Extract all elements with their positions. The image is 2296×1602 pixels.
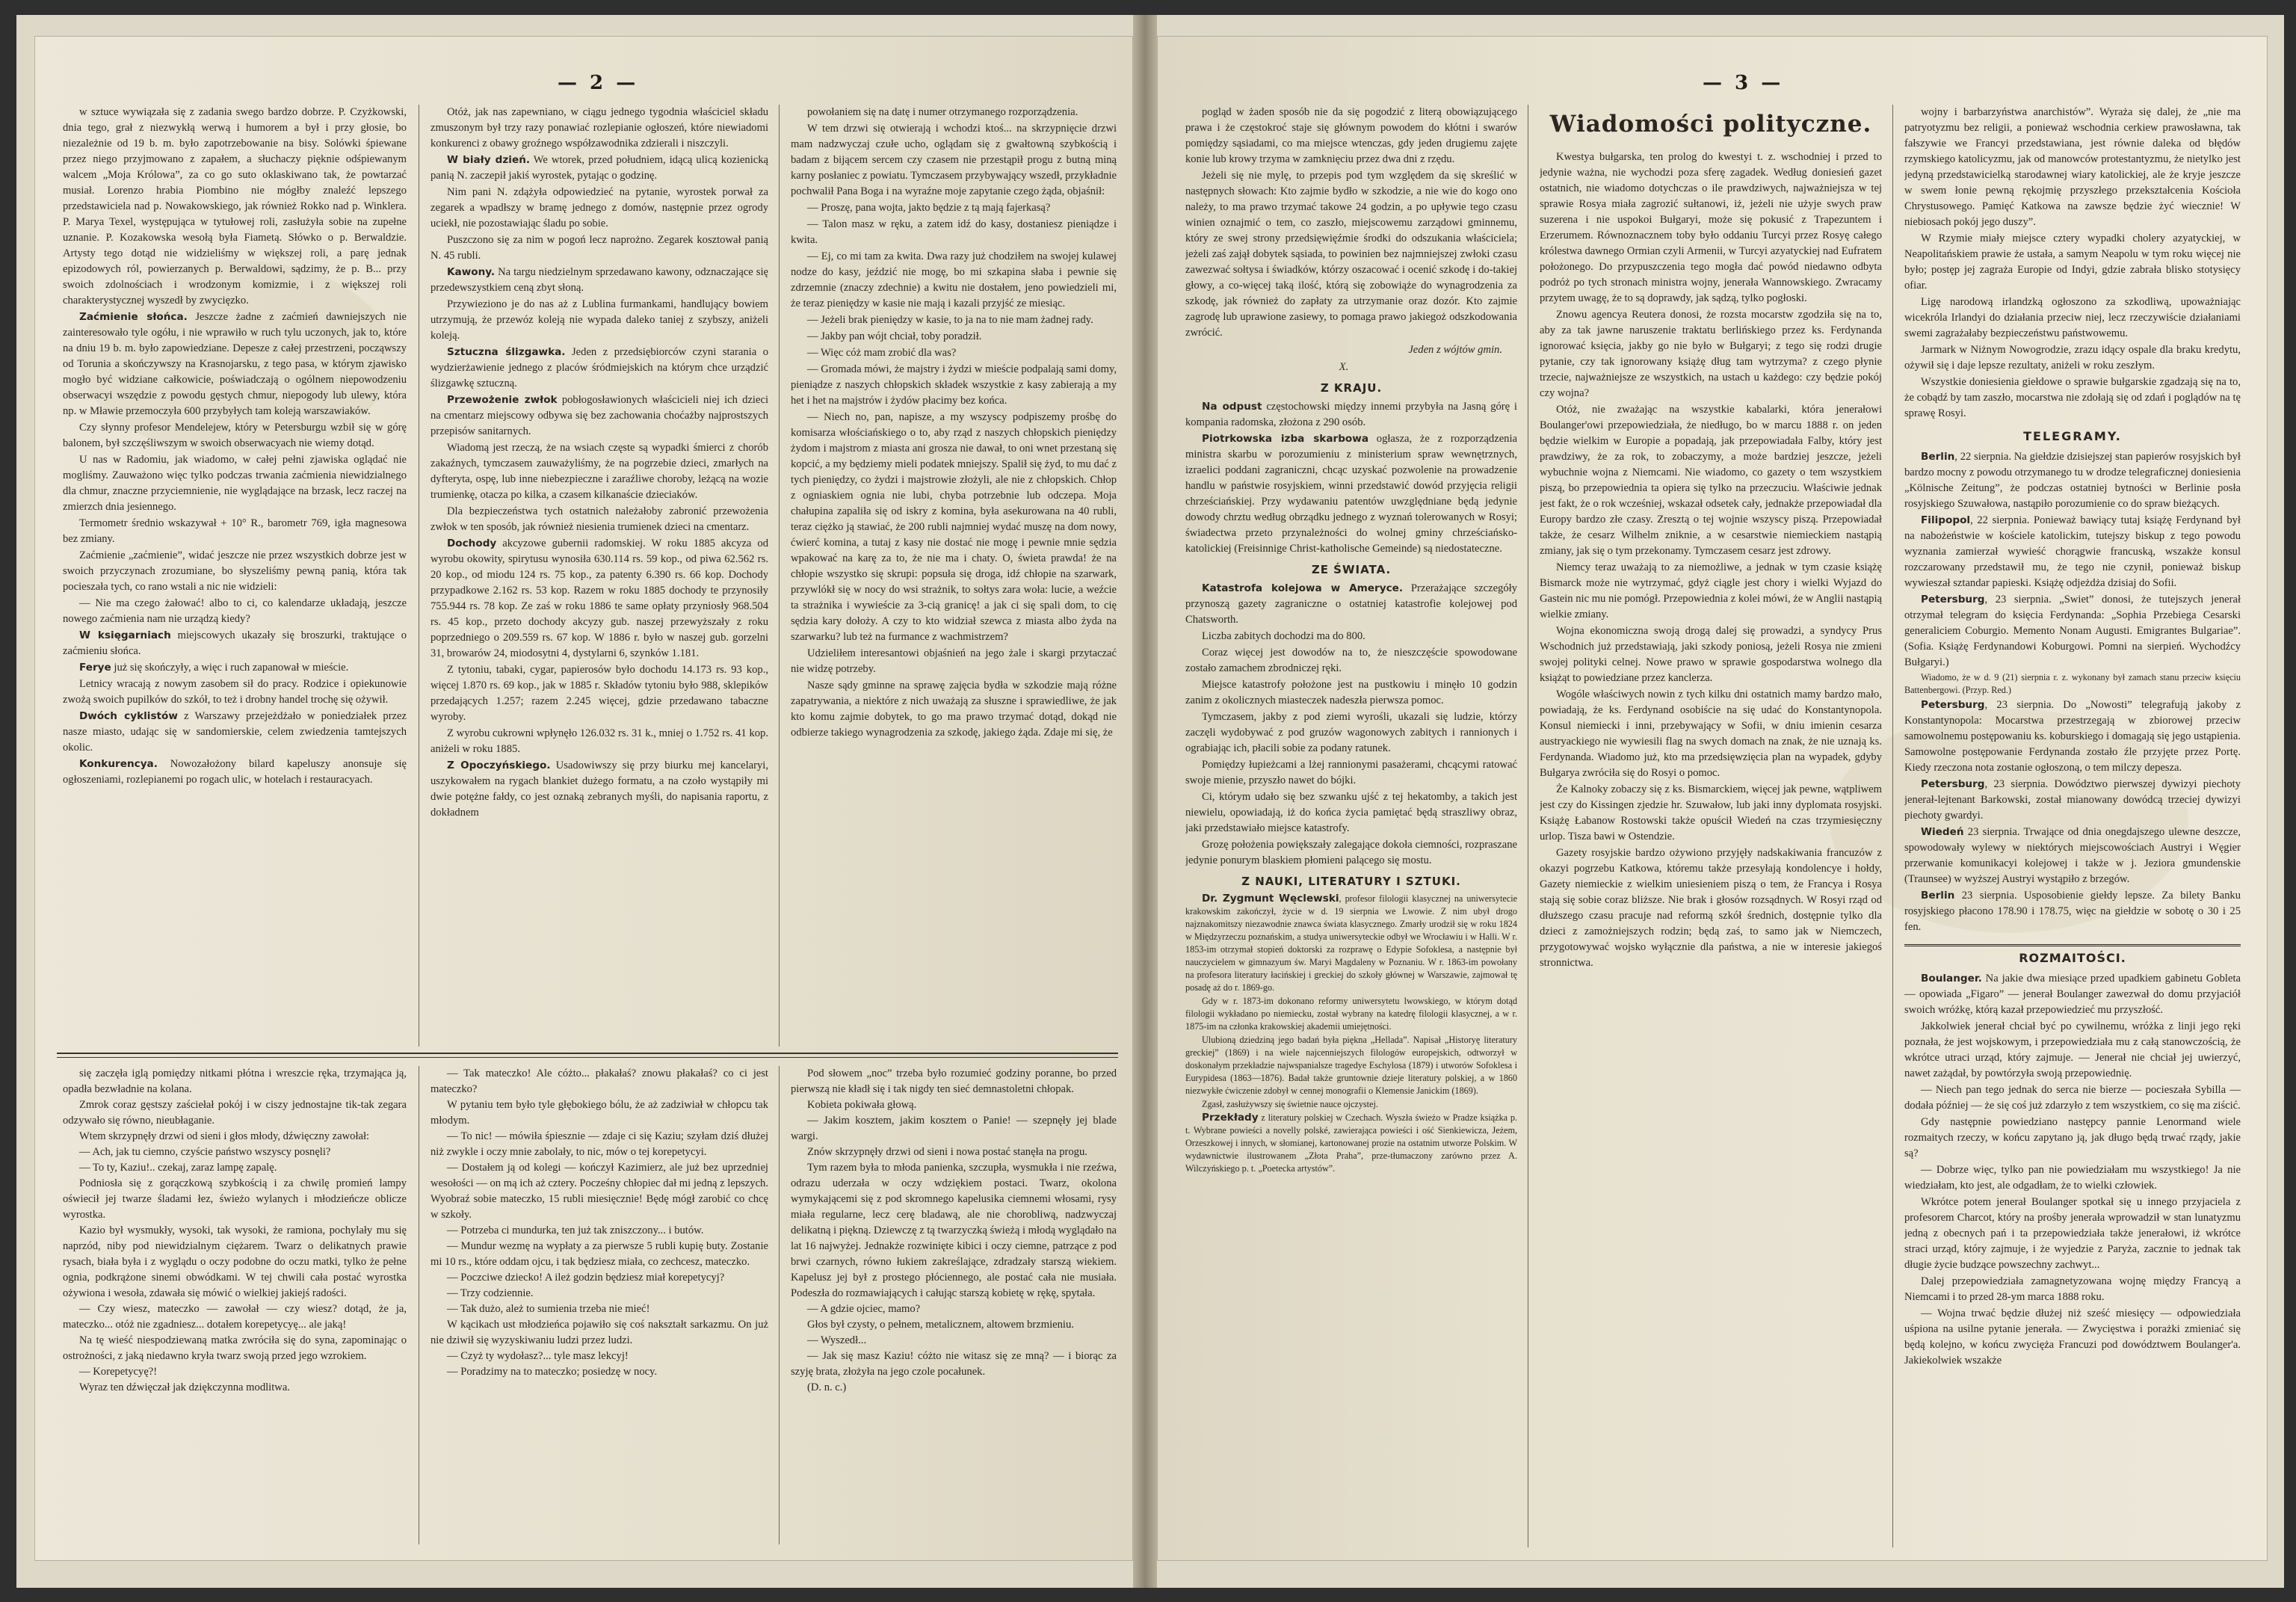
column-right-3 [1904, 105, 2241, 1555]
feuilleton-paragraph: — A gdzie ojciec, mamo? [807, 1303, 921, 1315]
article-lead: Petersburg [1921, 594, 1985, 606]
article-paragraph [1185, 1112, 1517, 1175]
article-body: , 22 sierpnia. Ponieważ bawiący tutaj książę Ferdynand był na nabożeństwie w kościele katolickim, tutejszy biskup z tego powodu wyznania zamierzał wywieść chorągwie francuską, wszakże konsul rozczarowany przedstawił mu, że tego nie czynił, ponieważ biskup wywieszał sztandar papieski. Książę odjeżdża dzisiaj do Sofii. [1904, 514, 2241, 589]
article-paragraph: Pomiędzy łupieżcami a lżej rannionymi pasażerami, chcącymi ratować swoje mienie, przyszło nawet do bójki. [1185, 759, 1517, 786]
article-paragraph: — Jakby pan wójt chciał, toby poradził. [807, 330, 982, 342]
article-paragraph: Zaćmienie „zaćmienie”, widać jeszcze nie przez wszystkich dobrze jest w swoich przyczynach zrozumiane, bo słyszeliśmy pewną panią, która tak pocieszała tych, co rano wstali a nic nie widzieli: [63, 549, 407, 593]
article-paragraph: Niemcy teraz uważają to za niemożliwe, a jednak w tym czasie książę Bismarck może nie wytrzymać, gdyż ciągle jest chory i wielki Wyjazd do Gastein nic mu nie pomógł. Przepowiednia z kolei mówi, że w Anglii nastąpią wielkie zmiany. [1540, 561, 1882, 620]
article-body: Jeszcze żadne z zaćmień dawniejszych nie zainteresowało tyle ogółu, i nie wprawiło w ruch tylu uczonych, jak to, które na dniu 19 b. m. było zapowiedziane. Depesze z całej przestrzeni, począwszy od Torunia a skończywszy na Krasnojarsku, z tego pasa, w którym zjawisko mogło być widziane całkowicie, poświadczają o ogólnem niepowodzeniu obserwacyi wszędzie z powodu gęstych chmur, niepogody lub ulewy, która np. w Mławie przemoczyła 600 przybyłych tam koleją warszawiaków. [63, 311, 407, 417]
feuilleton-paragraph: W kącikach ust młodzieńca pojawiło się coś nakształt sarkazmu. On już nie dziwił się wyzyskiwaniu ludzi przez ludzi. [430, 1319, 768, 1346]
article-paragraph: Tymczasem, jakby z pod ziemi wyrośli, ukazali się ludzie, którzy zaczęli wydobywać z pod gruzów wagonowych zabitych i rannionych i ograbiając ich, płacili sobie za podany ratunek. [1185, 711, 1517, 754]
article-lead: Z Opoczyńskiego. [447, 760, 551, 771]
section-heading-ze-swiata: ZE ŚWIATA. [1311, 563, 1392, 576]
article-body: ogłasza, że z rozporządzenia ministra skarbu w porozumieniu z ministerium spraw wewnętrznych, izraelici poddani zagraniczni, chcąc uzyskać pozwolenie na prowadzenie handlu w państwie rosyjskiem, winni przedstawić dowód przyjęcia religii chrześciańskiej. Przy wydawaniu patentów uwzględniane będą jedynie dowody chrztu według obrządku jednego z wyznań tolerowanych w Rosyi; świadectwa przeto przynależności do wolnej gminy chrześciańsko-katolickiej (Freisinnige Christ-katholische Gemeinde) są niedostateczne. [1185, 433, 1517, 555]
column-divider [779, 1066, 780, 1544]
page-left [34, 36, 1133, 1561]
article-paragraph: Kwestya bułgarska, ten prolog do kwestyi t. z. wschodniej i przed to jedynie ważna, nie wychodzi poza sferę zagadek. Według doniesień gazet ostatnich, nie wiadomo dotychczas o ile prawdziwych, najważniejsza w tej sprawie Rosya miała zagrozić sułtanowi, iż, jeżeli nie użyje swych praw suzerena i nie uspokoi Bułgaryi, może się pokusić z Trapezuntem i Erzerumem. Równoznacznem toby było oddaniu Turcyi przez Rosyę całego królestwa dawnego Ormian czyli Armenii, w Turcyi azyatyckiej nad Eufratem położonego. Do przypuszczenia tego mogła dać powód niedawno odbyta podróż po tych stronach ministra wojny, jenerała Wannowskiego. Zwracamy przytem uwagę, że to są doprawdy, jak sądzą, tylko pogłoski. [1540, 151, 1882, 304]
feuilleton-paragraph: — Wyszedł... [807, 1334, 867, 1346]
section-heading-wiadomosci-polityczne: Wiadomości polityczne. [1549, 111, 1872, 138]
feuilleton-rule [57, 1053, 1118, 1054]
page-number-right: — 3 — [1703, 72, 1784, 94]
article-paragraph [1185, 399, 1517, 431]
article-paragraph: Przywieziono je do nas aż z Lublina furmankami, handlujący bowiem utrzymują, że przewóz koleją nie wypada daleko taniej z szybszy, aniżeli koleją. [430, 298, 768, 342]
article-body: 23 sierpnia. Trwające od dnia onegdajszego ulewne deszcze, spowodowały wylewy w niektórych miejscowościach Austryi i Węgier przerwanie komunikacyi kolejowej i także w j. Jeziora gmundenskie (Traunsee) w wyższej Austryi wystąpiło z brzegów. [1904, 826, 2241, 885]
article-body: , profesor filologii klasycznej na uniwersytecie krakowskim zakończył, życie w d. 19 sierpnia we Lwowie. Z nim ubył drogo najznakomitszy niezawodnie znawca świata klasycznego. Zmarły urodził się w roku 1824 w Międzyrzeczu poznańskim, a studya uniwersyteckie odbył we Wrocławiu i w Halli. W r. 1853-im otrzymał stopień doktorski za rozprawę o Edypie Sofoklesa, a następnie był nauczycielem w gimnazyum św. Maryi Magdaleny w Poznaniu. W r. 1863-im powołany na profesora literatury łacińskiej i greckiej do szkoły głównej w Warszawie, zajmował tę posadę aż do r. 1869-go. [1185, 893, 1517, 993]
page-number-left: — 2 — [558, 72, 639, 94]
column-left-3 [791, 105, 1117, 1039]
article-body: , 22 sierpnia. Na giełdzie dzisiejszej stan papierów rosyjskich był bardzo mocny z powodu otrzymanego tu w drodze telegraficznej doniesienia „Kölnische Zeitung”, że podczas ostatniej bytności w Berlinie posła rosyjskiego Szuwałowa, nastąpiło porozumienie co do spraw bieżących. [1904, 451, 2241, 510]
article-paragraph: Ligę narodową irlandzką ogłoszono za szkodliwą, upoważniając wicekróla Irlandyi do działania przeciw niej, lecz rzeczywiście działaniami swemi zagrażałaby bezpieczeństwu państwowemu. [1904, 296, 2241, 339]
article-paragraph: wojny i barbarzyństwa anarchistów”. Wyraża się dalej, że „nie ma patryotyzmu bez religii, a ponieważ wschodnia cerkiew prawosławna, tak fałszywie we Francyi przedstawiana, jest równie daleka od błędów rzymskiego katolicyzmu, jak od manowców protestantyzmu, że nietylko jest jedyną przedstawicielką starodawnej wiary katolickiej, ale że kryje jeszcze w swem łonie pewną rękojmię przyszłego przekształcenia Kościoła Chrystusowego. Pamięć Katkowa na zawsze będzie żyć wiecznie! W niebiosach pokój jego duszy”. [1904, 106, 2241, 228]
page-right [1157, 36, 2268, 1561]
article-lead: Na odpust [1202, 401, 1262, 413]
article-paragraph: Coraz więcej jest dowodów na to, że nieszczęście spowodowane zostało zamachem zbrodniczej ręki. [1185, 647, 1517, 674]
article-lead: Petersburg [1921, 778, 1985, 790]
article-paragraph: Znowu agencya Reutera donosi, że rozsta mocarstw zgodziła się na to, aby za tak jawne naruszenie traktatu berlińskiego przez ks. Ferdynanda ignorować księcia, jakby go nie było w Bułgaryi; z tego się rodzi drugie pytanie, czy tak ignorowany książę dług tam wytrzyma? z czego płynie trzecie, najważniejsze ze wszystkich, na ustach u każdego: czy będzie pokój czy wojna? [1540, 309, 1882, 399]
feuilleton-paragraph: Tym razem była to młoda panienka, szczupła, wysmukła i nie rzeźwa, odrazu uderzała w oczy wdziękiem postaci. Twarz, okolona wymykającemi się z pod skromnego kapelusika ciemnemi włosami, rysy miała regularne, lecz cerę bladawą, ale nie chorobliwą, nadzwyczaj delikatną i piękną. Dziewczę z tą twarzyczką świeżą i młodą wyglądało na lat 16 najwyżej. Jednakże rozwinięte kibici i oczy ciemne, patrzące z pod brwi czarnych, równo łukiem zakreślające, zdradzały starszą wiekiem. Kapelusz jej był z prostego płóciennego, ale postać cała nie musiała. Podeszła do rozmawiających i całując starszą kobietę w rękę, spytała. [791, 1162, 1117, 1299]
feuilleton-paragraph: — Dostałem ją od kolegi — kończył Kazimierz, ale już bez uprzedniej wesołości — on mą ich aż cztery. Pocześny chłopiec dał mi jedną z lepszych. Wyobraź sobie mateczko, 15 rubli miesięcznie! Będę mógł zarobić co chcę w szkoły. [430, 1162, 768, 1221]
article-paragraph: Liczba zabitych dochodzi ma do 800. [1202, 630, 1365, 642]
article-paragraph: Wojna ekonomiczna swoją drogą dalej się prowadzi, a syndycy Prus Wschodnich już przedstawiają, jaki szkody poniosą, jeżeli Rosya nie zmieni swojej polityki celnej. Nowe prawo w sprawie gospodarstwa wolnego dla książąt to powiedziane przez kanclerza. [1540, 625, 1882, 684]
feuilleton-paragraph: Znów skrzypnęły drzwi od sieni i nowa postać stanęła na progu. [807, 1146, 1087, 1158]
article-lead: Katastrofa kolejowa w Ameryce. [1202, 582, 1404, 594]
article-paragraph: Nim pani N. zdążyła odpowiedzieć na pytanie, wyrostek porwał za zegarek a wpadłszy w bramę jednego z domów, następnie przez ogrody uciekł, nie pozostawiając śladu po sobie. [430, 186, 768, 229]
feuilleton-paragraph: Na tę wieść niespodziewaną matka zwróciła się do syna, zapominając o ostrożności, z jaką niedawno kryła twarz swoją przed jego wzrokiem. [63, 1334, 407, 1362]
article-paragraph: Jakkolwiek jenerał chciał być po cywilnemu, wróżka z linji jego ręki poznała, że jest wojskowym, i przepowiedziała mu z całą stanowczością, że wkrótce utraci urząd, który zajmuje. — Jenerał nie chciał jej uwierzyć, nawet zażądał, by powtórzyła swoją przepowiednię. [1904, 1020, 2241, 1079]
article-paragraph: — Więc cóż mam zrobić dla was? [807, 347, 957, 359]
article-paragraph [1904, 888, 2241, 935]
article-lead: Piotrkowska izba skarbowa [1202, 433, 1369, 445]
article-lead: Berlin [1921, 451, 1955, 463]
article-paragraph: W tem drzwi się otwierają i wchodzi ktoś... na skrzypnięcie drzwi mam nadzwyczaj czułe ucho, oglądam się z gwałtowną szybkością i badam z bijącem sercem czy czasem nie przestąpił progu z butną miną karny posłaniec z powiatu. Tymczasem przybywający wszedł, przykładnie pochwalił Pana Boga i na wyraźne moje zapytanie czego żąda, objaśnił: [791, 123, 1117, 197]
article-paragraph: Termometr średnio wskazywał + 10° R., barometr 769, igła magnesowa bez zmiany. [63, 517, 407, 545]
article-paragraph: Wogóle właściwych nowin z tych kilku dni ostatnich mamy bardzo mało, powiadają, że ks. Ferdynand osobiście na się udać do Konstantynopola. Konsul niemiecki i inni, przebywający w Sofii, w dniu imienin cesarza austryackiego nie wywiesili flag na swych domach na znak, że nie uznają ks. Ferdynanda. Wiadomo już, kto ma przedsięwzięcia plan na wypadek, gdyby Bułgarya zwróciła się do Rosyi o pomoc. [1540, 688, 1882, 779]
section-heading-rozmaitosci: ROZMAITOŚCI. [1904, 944, 2241, 965]
article-paragraph: Miejsce katastrofy położone jest na pustkowiu i minęło 10 godzin zanim z okolicznych miasteczek nadeszła pierwsza pomoc. [1185, 679, 1517, 706]
article-paragraph: — Niech no, pan, napisze, a my wszyscy podpiszemy prośbę do komisarza włościańskiego o to, aby rząd z naszych chłopskich pieniędzy żydom i majstrom z miasta ani grosza nie dawał, to oni wnet przestaną się kopcić, a my będziemy mieli podatek mniejszy. Spalił się żyd, to mu dać z tych pieniędzy, co żydzi i majstrowie złożyli, ale nie z chłopskich. Chłop z ogniaskiem ognia nie lubi, chyba potrzebnie lub odczepa. Moja chałupina zapaliła się od iskry z komina, była asekurowana na 40 rubli, teraz ciężko ją stawiać, że 200 rubli najmniej wydać muszę na dom nowy, ćwierć komina, a tutaj z kasy nie dostać nie mogę i pewnie mnie sędzia wpakować na karę za to, że nie ma i chaty. O, świeta prawda! że na chłopie wszystko się skrupi: popsuła się droga, idź chłopie na szarwark, przywlókł się w nocy do wsi strażnik, to sołtys zara woła: lucie, a weźcie ta strażnika i wywieście za 3-cią granicę! a jak ci się spali dom, to cię sędzia kary dołoży. A czy to kto widział szewca z miasta albo żyda na szarwarku? lub też na furmance z wachmistrzem? [791, 411, 1117, 643]
article-paragraph: U nas w Radomiu, jak wiadomo, w całej pełni zjawiska oglądać nie mogliśmy. Zauważono więc tylko podczas trwania zaćmienia niewidzialnego dla chmur, znaczne przyciemnienie, nie wyglądające na brzask, lecz raczej na zmierzch dnia jesiennego. [63, 454, 407, 513]
column-divider [779, 105, 780, 1047]
article-paragraph: Gdy następnie powiedziano następcy pannie Lenormand wiele rozmaitych rzeczy, w końcu zapytano ją, jak długo będą trwać rządy, jakie są? [1904, 1116, 2241, 1159]
feuilleton-paragraph: Pod słowem „noc” trzeba było rozumieć godziny poranne, bo przed pierwszą nie kładł się i tak nigdy ten sieć demnastoletni chłopak. [791, 1068, 1117, 1095]
article-paragraph: Że Kalnoky zobaczy się z ks. Bismarckiem, więcej jak pewne, wątpliwem jest czy do Kissingen zjedzie hr. Szuwałow, lub jaki inny dyplomata rosyjski. Książę Łabanow Rostowski także opuścił Wiedeń na czas trzymiesięczny urlop. Tisza bawi w Ostendzie. [1540, 783, 1882, 842]
article-body: 23 sierpnia. Usposobienie giełdy lepsze. Za bilety Banku rosyjskiego płacono 178.90 i 178.75, więc na giełdzie w sobotę o 30 i 25 fen. [1904, 890, 2241, 933]
article-paragraph [430, 265, 768, 296]
newspaper-spread [16, 15, 2284, 1588]
article-lead: Wiedeń [1921, 826, 1964, 838]
article-paragraph [1185, 581, 1517, 628]
article-body: częstochowski między innemi przybyła na Jasną górę i kompania radomska, złożona z 290 osób. [1185, 401, 1517, 428]
feuilleton-paragraph: — Poradzimy na to mateczko; posiedzę w nocy. [447, 1366, 658, 1378]
article-body: Na targu niedzielnym sprzedawano kawony, odznaczające się przedewszystkiem ceną zbyt słoną. [430, 266, 768, 294]
article-paragraph: Gazety rosyjskie bardzo ożywiono przyjęły nadskakiwania francuzów z okazyi pogrzebu Katkowa, któremu także przesyłają kondolencye i hołdy, Gazety niemieckie z wielkim uniesieniem piszą o tem, że Francya i Rosya stają się sobie coraz bliższe. Nie brak i głosów rozsądnych. W Rosyi rząd od dłuższego czasu pracuje nad reformą szkół średnich, dostępnie tylko dla dzieci z zamożniejszych rodzin; będą zaś, to samo jak w Niemczech, przygotowywać wojsko wyłącznie dla państwa, a nie w interesie jakiegoś stronnictwa. [1540, 847, 1882, 969]
feuilleton-paragraph: — Czy wiesz, mateczko — zawołał — czy wiesz? dotąd, że ja, mateczko... otóż nie zgadniesz... dotałem korepetycyę... ale jaką! [63, 1303, 407, 1331]
feuilleton-column-2 [430, 1066, 768, 1544]
article-paragraph: Grozę położenia powiększały zalegające dokoła ciemności, rozpraszane jedynie ponurym blaskiem płomieni palącego się mostu. [1185, 839, 1517, 866]
article-paragraph: — Proszę, pana wojta, jakto będzie z tą mają fajerkasą? [807, 202, 1051, 214]
article-paragraph: Otóż, jak nas zapewniano, w ciągu jednego tygodnia właściciel składu zmuszonym był trzy razy ponawiać rozlepianie ogłoszeń, które niewiadomi konkurenci z obawy groźnego współzawodnika zdzierali i niszczyli. [430, 106, 768, 150]
article-paragraph [1904, 777, 2241, 824]
article-paragraph [63, 757, 407, 788]
article-paragraph [430, 153, 768, 184]
feuilleton-paragraph: — Czyż ty wydołasz?... tyle masz lekcyj! [447, 1350, 629, 1362]
book-gutter [1133, 15, 1157, 1588]
feuilleton-paragraph: — Jakim kosztem, jakim kosztem o Panie! — szepnęły jej blade wargi. [791, 1115, 1117, 1142]
article-paragraph [1904, 513, 2241, 591]
article-paragraph: Puszczono się za nim w pogoń lecz naprożno. Zegarek kosztował panią N. 45 rubli. [430, 234, 768, 262]
article-paragraph: w sztuce wywiązała się z zadania swego bardzo dobrze. P. Czyżkowski, dnia tego, grał z niezwykłą werwą i humorem a był i przy głosie, bo niezależnie od 19 b. m. było zapotrzebowanie na bisy. Solówki śpiewane przez niego przyjmowano z zapałem, a słuchaczy pięknie odśpiewanym walcem „Moja Królowa”, za co go suto oklaskiwano tak, że powtarzać musiał. Lorenzo hrabia Piombino nie mógłby znaleźć lepszego przedstawiciela nad p. Nowakowskiego, jak również Rokko nad p. Winklera. P. Marya Texel, występująca w tytułowej roli, zasłużyła sobie na zupełne uznanie. P. Kozakowska wesołą była Fiametą. Słówko o p. Berwaldzie. Artysty tego dotąd nie widzieliśmy w większej roli, a parę jednak epizodowych ról, powierzanych p. Berwaldowi, sądzimy, że p. B... przy swoich zdolnościach i wrodzonym komizmie, i z większej roli charakterystycznej wyszedł by zwycięzko. [63, 106, 407, 306]
article-lead: Berlin [1921, 890, 1955, 902]
article-body: już się skończyły, a więc i ruch zapanował w mieście. [111, 662, 349, 674]
article-paragraph: pogląd w żaden sposób nie da się pogodzić z literą obowiązującego prawa i że częstokroć staje się głównym powodem do kłótni i swarów pomiędzy sąsiadami, co ma miejsce wtenczas, gdy jeden drugiemu zajęte konie lub krowy trzyma w zamknięciu przez dwa dni z rzędu. [1185, 106, 1517, 165]
article-paragraph [430, 758, 768, 821]
article-paragraph [63, 709, 407, 756]
article-paragraph: Wkrótce potem jenerał Boulanger spotkał się u innego przyjaciela z profesorem Charcot, który na prośby jenerała wprowadził w stan lunatyzmu jedną z obecnych pań i ta przepowiedziała także jenerałowi, iż wkrótce straci urząd, który zajmuje, i że wyjedzie z Paryża, zacznie to jednak tak długie życie budzące powszechny zachwyt... [1904, 1196, 2241, 1271]
feuilleton-paragraph: Podniosła się z gorączkową szybkością i za chwilę promień lampy oświecił jej twarze śladami łez, świeżo wylanych i młodzieńcze oblicze wyrostka. [63, 1177, 407, 1221]
article-body: z literatury polskiej w Czechach. Wyszła świeżo w Pradze książka p. t. Wybrane powieści a novelly polské, zawierająca powieści i ość Sienkiewicza, Jeżem, Orzeszkowej i innych, w słomianej, kartonowanej prozie na ostatnim utworze Polskim. W wydawnictwie ilustrowanem „Złota Praha”, prze-tłumaczony zarówno przez A. Wilczyńskiego p. t. „Poetecka artystów”. [1185, 1112, 1517, 1174]
article-lead: Filipopol [1921, 514, 1971, 526]
feuilleton-paragraph: — Ach, jak tu ciemno, czyście państwo wszyscy posnęli? [79, 1146, 331, 1158]
section-heading-z-kraju: Z KRAJU. [1320, 381, 1383, 395]
feuilleton-paragraph: — Poczciwe dziecko! A ileż godzin będziesz miał korepetycyj? [447, 1272, 725, 1284]
article-body: Na jakie dwa miesiące przed upadkiem gabinetu Gobleta — opowiada „Figaro” — jenerał Boulanger zawezwał do domu przyjaciół swoich wróżkę, którą kazał przepowiedzieć mu przyszłość. [1904, 973, 2241, 1016]
feuilleton-column-1 [63, 1066, 407, 1544]
article-body: miejscowych ukazały się broszurki, traktujące o zaćmieniu słońca. [63, 629, 407, 657]
article-paragraph [430, 536, 768, 662]
article-paragraph: Jarmark w Niżnym Nowogrodzie, zrazu idący ospale dla braku kredytu, ożywił się i daje lepsze rezultaty, aniżeli w roku zeszłym. [1904, 344, 2241, 372]
article-paragraph: Jeżeli się nie mylę, to przepis pod tym względem da się skreślić w następnych słowach: Kto zajmie bydło w szkodzie, a nie wie do kogo ono należy, to ma prawo trzymać takowe 24 godzin, a po upływie tego czasu winien oznajmić o tem, co zaszło, miejscowemu zarządowi gminnemu, który ze swej strony przedsięwięźmie środki do odszukania właściciela; jeżeli zaś zajął dobytek sąsiada, to powinien bez najmniejszej zwłoki czasu zawezwać sołtysa i świadków, którzy oszacować i ocenić szkodę i do-takiej głowy, a co-więcej taką ilość, którą się zobowiąże do wynagrodzenia za szkodę, jak również do zapłaty za utrzymanie oraz dozór. Kto zajmie zagrodę lub uprawione zasiewy, to pomaga prawo jakiegoż odszkodowania zwrócić. [1185, 170, 1517, 339]
article-paragraph [63, 628, 407, 659]
article-paragraph: — Gromada mówi, że majstry i żydzi w mieście podpalają sami domy, pieniądze z naszych chłopskich składek wszystkie z kasy zabierają a my het i het na majstrów i żydów płacimy bez końca. [791, 363, 1117, 407]
feuilleton-paragraph: Kobieta pokiwała głową. [807, 1099, 917, 1111]
article-paragraph: Udzieliłem interesantowi objaśnień na jego żale i skargi przytaczać nie widzę potrzeby. [791, 647, 1117, 675]
column-right-1 [1185, 105, 1517, 1555]
article-lead: Sztuczna ślizgawka. [447, 346, 566, 358]
feuilleton-paragraph: (D. n. c.) [807, 1381, 847, 1393]
feuilleton-paragraph: — Mundur wezmę na wypłaty a za pierwsze 5 rubli kupię buty. Zostanie mi 10 rs., które oddam ojcu, i tak będziesz miała, co zechcesz, mateczko. [430, 1240, 768, 1268]
article-paragraph: — Talon masz w ręku, a zatem idź do kasy, dostaniesz pieniądze i kwita. [791, 218, 1117, 246]
feuilleton-paragraph: — Jak się masz Kaziu! cóżto nie witasz się ze mną? — i biorąc za szyję brata, złożyła na jego czole pocałunek. [791, 1350, 1117, 1378]
article-paragraph [430, 392, 768, 440]
article-body: , 23 sierpnia. „Swiet” donosi, że tutejszych jenerał otrzymał telegram do księcia Ferdynanda: „Sophia Przebiega Cesarski generaliciem Coburgio. Memento Nonam Augusti. Emigrantes Bulgariae”. (Sofia. Książę Ferdynandowi Koburgowi. Pomni na sierpień. Wychodźcy Bułgaryi.) [1904, 594, 2241, 668]
article-signature: Jeden z wójtów gmin. [1408, 344, 1502, 356]
article-lead: Dr. Zygmunt Węclewski [1202, 893, 1339, 905]
feuilleton-paragraph: Głos był czysty, o pełnem, metalicznem, altowem brzmieniu. [807, 1319, 1074, 1331]
article-lead: Dwóch cyklistów [79, 710, 178, 722]
article-paragraph: — Jeżeli brak pieniędzy w kasie, to ja na to nie mam żadnej rady. [807, 314, 1093, 326]
feuilleton-paragraph: Wyraz ten dźwięczał jak dziękczynna modlitwa. [79, 1381, 290, 1393]
feuilleton-paragraph: Kazio był wysmukły, wysoki, tak wysoki, że ramiona, pochylały mu się naprzód, niby pod niewidzialnym ciężarem. Twarz o delikatnych prawie rysach, biała była i z wyglądu o oczy podobne do oczu matki, tylko że pełne ognia, podkrążone sinemi obwódkami. W tej chwili cała postać wyrostka ożywiona i wesoła, zdawała się mówić o wielkiej jakiejś radości. [63, 1224, 407, 1299]
feuilleton-paragraph: Wtem skrzypnęły drzwi od sieni i głos młody, dźwięczny zawołał: [79, 1130, 370, 1142]
article-paragraph: Wiadomą jest rzeczą, że na wsiach częste są wypadki śmierci z chorób zakaźnych, tymczasem zauważyliśmy, że na pogrzebie dzieci, zmarłych na dyfteryta, ospę, lub inne niebezpieczne i zaraźliwe choroby, leżącą na wozie trumienkę, otacza po kilka, a czasem kilkanaście dzieciaków. [430, 442, 768, 501]
article-body: Nowozałożony bilard kapeluszy anonsuje się ogłoszeniami, rozlepianemi po rogach ulic, w hotelach i restauracyach. [63, 758, 407, 786]
article-paragraph [1185, 893, 1517, 994]
feuilleton-paragraph: — Potrzeba ci mundurka, ten już tak zniszczony... i butów. [447, 1224, 704, 1236]
column-right-2 [1540, 105, 1882, 1555]
article-paragraph [1904, 825, 2241, 887]
article-signature-mark: X. [1339, 361, 1349, 373]
column-divider [1892, 105, 1893, 1547]
feuilleton-column-3 [791, 1066, 1117, 1544]
feuilleton-rule [57, 1057, 1118, 1058]
article-paragraph: Dalej przepowiedziała zamagnetyzowana wojnę między Francyą a Niemcami i to przed 28-ym marca 1888 roku. [1904, 1275, 2241, 1303]
article-body: Usadowiwszy się przy biurku mej kancelaryi, uszykowałem na rygach blankiet dużego formatu, a na czoło wystąpiły mi dwie potężne fałdy, co jest oznaką zebranych myśli, do napisania raportu, z dokładnem [430, 760, 768, 819]
article-body: akcyzowe gubernii radomskiej. W roku 1885 akcyza od wyrobu okowity, spirytusu wynosiła 630.114 rs. 59 kop., od piwa 62.562 rs. 20 kop., od miodu 124 rs. 75 kop., za patenty 6.390 rs. 66 kop. Dochody przypadkowe 2.162 rs. 53 kop. Razem w roku 1885 dochody te przynosiły 755.944 rs. 78 kop. Ze zaś w roku 1886 te same opłaty przyniosły 968.504 rs. 45 kop., przeto dochody akcyzy gub. naszej przewyższały z roku poprzedniego o 209.559 rs. 67 kop. W 1886 r. było w naszej gub. gorzelni 31, browarów 24, miodosytni 4, dystylarni 6, szynków 1.181. [430, 537, 768, 659]
article-paragraph: W Rzymie miały miejsce cztery wypadki cholery azyatyckiej, w Neapolitańskiem prawie że ustała, a samym Neapolu w tym roku więcej nie było; postęp jej zagraża Europie od Indyi, gdzie zabrała blisko stotysięcy ofiar. [1904, 232, 2241, 292]
article-paragraph [63, 309, 407, 419]
feuilleton-paragraph: W pytaniu tem było tyle głębokiego bólu, że aż zadziwiał w chłopcu tak młodym. [430, 1099, 768, 1127]
feuilleton-paragraph: — Tak dużo, ależ to sumienia trzeba nie mieć! [447, 1303, 650, 1315]
feuilleton-paragraph: — Korepetycyę?! [79, 1366, 158, 1378]
feuilleton-paragraph: — Trzy codziennie. [447, 1287, 534, 1299]
section-heading-telegramy: TELEGRAMY. [2023, 429, 2122, 443]
article-body: Przerażające szczegóły przynoszą gazety zagraniczne o ostatniej katastrofie kolejowej pod Chatsworth. [1185, 582, 1517, 626]
article-paragraph [63, 660, 407, 676]
article-lead: Zaćmienie słońca. [79, 311, 188, 323]
article-lead: Kawony. [447, 266, 496, 278]
article-paragraph: — Dobrze więc, tylko pan nie powiedziałam mu wszystkiego! Ja nie wiedziałam, kto jest, ale odgadłam, że to wielki człowiek. [1904, 1164, 2241, 1192]
article-paragraph: Letnicy wracają z nowym zasobem sił do pracy. Rodzice i opiekunowie zwożą swoich pupilków do szkół, to też i drobny handel trochę się ożywił. [63, 678, 407, 706]
feuilleton-paragraph: — To ty, Kaziu!.. czekaj, zaraz lampę zapalę. [79, 1162, 277, 1174]
article-body: We wtorek, przed południem, idącą ulicą kozienicką panią N. zaczepił jakiś wyrostek, pytając o godzinę. [430, 154, 768, 182]
article-lead: Przekłady [1202, 1112, 1259, 1124]
article-paragraph: Z wyrobu cukrowni wpłynęło 126.032 rs. 31 k., mniej o 1.752 rs. 41 kop. aniżeli w roku 1885. [430, 727, 768, 755]
article-lead: Dochody [447, 537, 497, 549]
feuilleton-paragraph: się zaczęła iglą pomiędzy nitkami płótna i wreszcie ręka, trzymająca ją, opadła bezwładnie na kolana. [63, 1068, 407, 1095]
article-paragraph: Nasze sądy gminne na sprawę zajęcia bydła w szkodzie mają różne zapatrywania, a niektóre z nich uważają za słuszne i sprawiedliwe, że jak kto komu zajmie dobytek, to go ma prawo trzymać dotąd, dokąd nie odbierze takiego wynagrodzenia za szkodę, jakiego żąda. Zdaje mi się, że [791, 680, 1117, 739]
article-lead: W biały dzień. [447, 154, 531, 166]
article-paragraph: Ulubioną dziedziną jego badań była piękna „Hellada”. Napisał „Historyę literatury greckiej” (1869) i na wiele najcenniejszych filologów europejskich, odtworzył w doskonałym przekładzie najwspanialsze tragedye Eschylosa (1879) i utworów Sofoklesa i Eurypidesa (1863—1876). Badał także gruntownie dzieje literatury polskiej, a w 1860 niezwykłe ćwiczenie zdobył w cennej monografii o Klemensie Janickim (1869). [1185, 1035, 1517, 1096]
feuilleton-paragraph: Zmrok coraz gęstszy zaściełał pokój i w ciszy jednostajne tik-tak zegara odzywało się równo, nieubłaganie. [63, 1099, 407, 1127]
article-lead: Przewożenie zwłok [447, 394, 558, 406]
article-paragraph: — Ej, co mi tam za kwita. Dwa razy już chodziłem na swojej kulawej nodze do kasy, jeździć nie mogę, bo mi szkapina słaba i pewnie się zdrzemnie (znaczy zdechnie) a kwitu nie dostałem, jeno powiedzieli mi, że teraz pieniędzy w kasie nie mają i kazali przyjść ze miesiąc. [791, 250, 1117, 309]
article-paragraph [1904, 592, 2241, 671]
article-paragraph [1185, 431, 1517, 557]
article-lead: W księgarniach [79, 629, 171, 641]
article-paragraph: Z tytoniu, tabaki, cygar, papierosów było dochodu 14.173 rs. 93 kop., więcej 1.870 rs. 69 kop., jak w 1885 r. Składów tytoniu było 988, sklepików przedających 1.257; razem 2.245 więcej, gdzie przedawano tabaczne wyroby. [430, 664, 768, 723]
article-paragraph: Wiadomo, że w d. 9 (21) sierpnia r. z. wykonany był zamach stanu przeciw księciu Battenbergowi. (Przyp. Red.) [1904, 672, 2241, 695]
column-left-2 [430, 105, 768, 1039]
article-paragraph: Wszystkie doniesienia giełdowe o sprawie bułgarskie zgadzają się na to, że cobądź by tam zaszło, mocarstwa nie zdołają się od zdań i poglądów na tę sprawę Rosyi. [1904, 376, 2241, 419]
article-lead: Boulanger. [1921, 973, 1982, 985]
article-body: , 23 sierpnia. Dowództwo pierwszej dywizyi piechoty jenerał-lejtenant Barkowski, został mianowany dowódcą trzeciej dywizyi piechoty gwardyi. [1904, 778, 2241, 822]
article-body: pobłogosławionych właścicieli niej ich dzieci na cmentarz miejscowy odbywa się bez zachowania choćażby najprostszych przepisów sanitarnych. [430, 394, 768, 437]
article-lead: Petersburg [1921, 699, 1985, 711]
article-paragraph: — Wojna trwać będzie dłużej niż sześć miesięcy — odpowiedziała uśpiona na usilne pytanie jenerała. — Zwycięstwa i porażki zmieniać się będą kolejno, w końcu zwycięża Francuzi pod dowództwem Boulanger'a. Jakiekolwiek wszakże [1904, 1307, 2241, 1367]
article-paragraph: Ci, którym udało się bez szwanku ujść z tej hekatomby, a takich jest niewielu, opowiadają, iż do końca życia pamiętać będą straszliwy obraz, jaki przedstawiało miejsce katastrofy. [1185, 791, 1517, 834]
article-paragraph: — Niech pan tego jednak do serca nie bierze — pocieszała Sybilla — dodała później — że się coś już zdarzyło z tem wszystkiem, co się ma ziścić. [1904, 1084, 2241, 1112]
article-paragraph: Otóż, nie zważając na wszystkie kabalarki, która jenerałowi Boulanger'owi przepowiedziała, że niedługo, bo w marcu 1888 r. on jeden będzie wielkim w Europie a popadają, jak przepowiadała Falby, który jest prawdziwy, że za rok, to zobaczymy, a może bardziej jeszcze, jeżeli wybuchnie wojna z Niemcami. Nie wiadomo, co gazety o tem wszystkiem piszą, bo przepowiednia ta opiera się tylko na przeczuciu. Właściwie jednak jest fakt, że o rok wcześniej, wskazał odsetek cały, jednakże przepowiadał dla Europy bardzo złe czasy. Zresztą o tej wojnie wszyscy piszą. Przepowiadał także, że cesarz Wilhelm zniknie, a w cesarstwie niemieckiem nastąpią zmiany, jak się o tym przekonamy. Tymczasem cesarz jest zdrowy. [1540, 404, 1882, 557]
article-body: z Warszawy przejeżdżało w poniedziałek przez nasze miasto, udając się w sandomierskie, celem zwiedzenia tamtejszych okolic. [63, 710, 407, 754]
feuilleton-paragraph: — To nic! — mówiła śpiesznie — zdaje ci się Kaziu; szyłam dziś dłużej niż zwykle i oczy mnie zabolały, to nic, mów o tej korepetycyi. [430, 1130, 768, 1158]
column-left-1 [63, 105, 407, 1039]
article-paragraph [1904, 697, 2241, 776]
article-paragraph: — Nie ma czego żałować! albo to ci, co kalendarze układają, jeszcze nowego zaćmienia nam nie urządzą kiedy? [63, 597, 407, 625]
article-paragraph: Dla bezpieczeństwa tych ostatnich należałoby zabronić przewożenia zwłok w ten sposób, jak również niesienia trumienek dzieci na cmentarz. [430, 505, 768, 533]
article-lead: Ferye [79, 662, 111, 674]
article-paragraph [1904, 449, 2241, 512]
article-paragraph [1904, 971, 2241, 1018]
article-paragraph: Zgasł, zasłużywszy się świetnie nauce ojczystej. [1202, 1099, 1378, 1109]
article-paragraph [430, 345, 768, 392]
article-paragraph: Gdy w r. 1873-im dokonano reformy uniwersytetu lwowskiego, w którym dotąd filologii wykładano po niemiecku, został wybrany na katedrę filologii klasycznej, a w r. 1875-im na członka krakowskiej akademii umiejętności. [1185, 996, 1517, 1032]
section-heading-z-nauki: Z NAUKI, LITERATURY I SZTUKI. [1241, 875, 1461, 888]
article-paragraph: powołaniem się na datę i numer otrzymanego rozporządzenia. [807, 106, 1078, 118]
article-paragraph: Czy słynny profesor Mendelejew, który w Petersburgu wzbił się w górę balonem, był szczęśliwszym w swoich obserwacyach nie wiemy dotąd. [63, 422, 407, 449]
article-lead: Konkurencya. [79, 758, 158, 770]
article-body: , 23 sierpnia. Do „Nowosti” telegrafują jakoby z Konstantynopola: Mocarstwa przestrzegają w zbiorowej przeciw samowolnemu postępowaniu ks. koburskiego i domagają się jego ustąpienia. Samowolne postępowanie Ferdynanda zostało źle przyjęte przez Portę. Kiedy rzeczona nota zostanie ogłoszoną, o tem milczy depesza. [1904, 699, 2241, 774]
feuilleton-paragraph: — Tak mateczko! Ale cóżto... płakałaś? znowu płakałaś? co ci jest mateczko? [430, 1068, 768, 1095]
article-body: Jeden z przedsiębiorców czyni starania o wydzierżawienie jednego z placów śródmiejskich na którym chce urządzić ślizgawkę sztuczną. [430, 346, 768, 389]
